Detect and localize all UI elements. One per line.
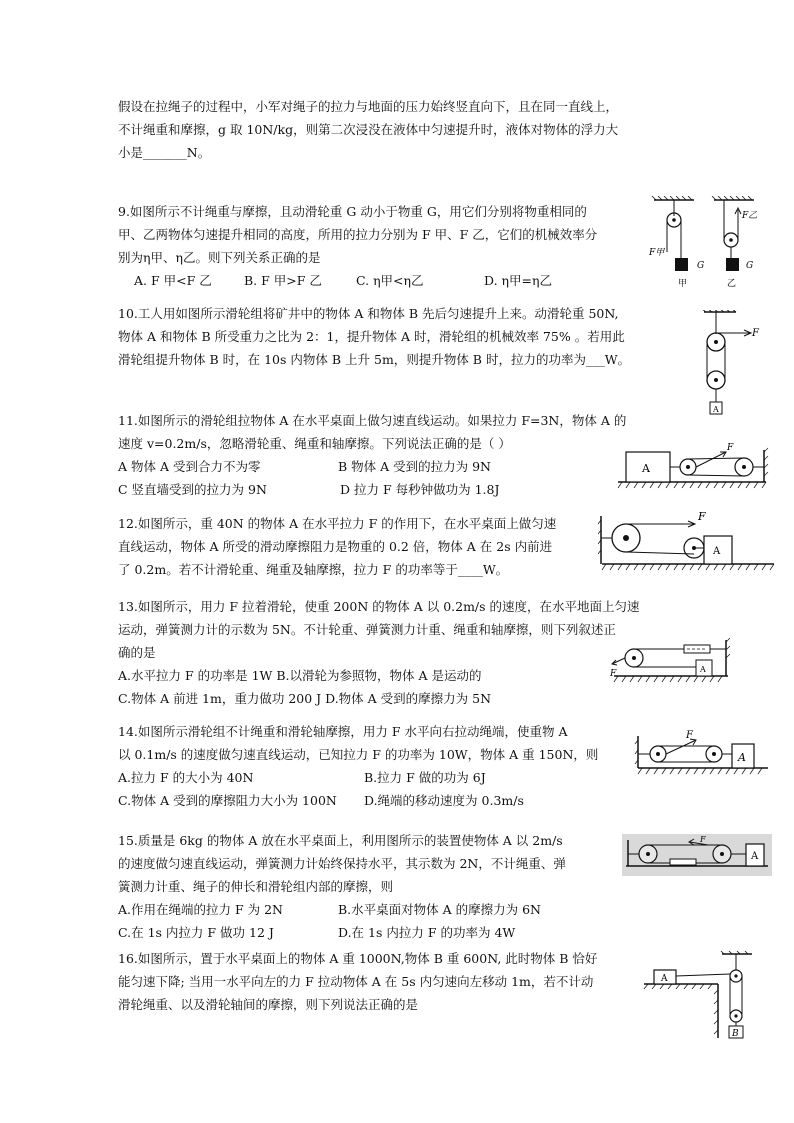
- question-line: 10.工人用如图所示滑轮组将矿井中的物体 A 和物体 B 先后匀速提升上来。动滑轮重 50N,: [118, 306, 619, 321]
- question-line: 的速度做匀速直线运动，弹簧测力计始终保持水平，其示数为 2N，不计绳重、弹: [118, 856, 566, 871]
- question-line: 12.如图所示，重 40N 的物体 A 在水平拉力 F 的作用下，在水平桌面上做匀速: [118, 516, 557, 531]
- option-b: B.水平桌面对物体 A 的摩擦力为 6N: [338, 902, 541, 917]
- option-a: A. F 甲<F 乙: [134, 273, 212, 288]
- text-line: 小是_______N。: [118, 145, 211, 160]
- option-c: C 竖直墙受到的拉力为 9N: [118, 482, 267, 497]
- figure-q13-spring-scale-pulley: [610, 634, 734, 686]
- options-row: [118, 766, 598, 789]
- text-line: 不计绳重和摩擦，g 取 10N/kg，则第二次浸没在液体中匀速提升时，液体对物体的浮力大: [118, 122, 619, 137]
- label-a: A: [713, 405, 719, 414]
- question-line: 甲、乙两物体匀速提升相同的高度，所用的拉力分别为 F 甲、F 乙，它们的机械效率分: [118, 227, 598, 242]
- figure-q10-pulley-system: [690, 310, 770, 420]
- question-line: 物体 A 和物体 B 所受重力之比为 2：1，提升物体 A 时，滑轮组的机械效率 75% 。若用此: [118, 329, 625, 344]
- label-f: F: [752, 328, 759, 339]
- question-line: 速度 v=0.2m/s，忽略滑轮重、绳重和轴摩擦。下列说法正确的是（ ）: [118, 436, 511, 451]
- question-line: 能匀速下降; 当用一水平向左的力 F 拉动物体 A 在 5s 内匀速向左移动 1m，若不计动: [118, 974, 594, 989]
- option-b: B 物体 A 受到的拉力为 9N: [338, 459, 491, 474]
- label-a: A: [661, 974, 668, 984]
- question-15: [118, 829, 566, 944]
- question-line: 滑轮组提升物体 B 时，在 10s 内物体 B 上升 5m，则提升物体 B 时，拉力的功率为___W。: [118, 352, 631, 367]
- question-line: 15.质量是 6kg 的物体 A 放在水平桌面上，利用图所示的装置使物体 A 以 2m/s: [118, 833, 563, 848]
- label-f: F: [686, 730, 693, 741]
- question-line: 13.如图所示，用力 F 拉着滑轮，使重 200N 的物体 A 以 0.2m/s 的速度，在水平地面上匀速: [118, 599, 640, 614]
- caption-jia: 甲: [678, 279, 688, 289]
- label-f: F: [610, 669, 617, 679]
- options-row: [118, 789, 598, 812]
- text-line: 假设在拉绳子的过程中，小军对绳子的拉力与地面的压力始终竖直向下，且在同一直线上，: [118, 99, 619, 114]
- option-a: A 物体 A 受到合力不为零: [118, 459, 261, 474]
- options-row: [118, 269, 597, 292]
- question-line: 14.如图所示滑轮组不计绳重和滑轮轴摩擦，用力 F 水平向右拉动绳端，使重物 A: [118, 724, 568, 739]
- figure-q15-spring-scale-system: [622, 834, 772, 876]
- label-b: B: [732, 1029, 739, 1039]
- question-16: [118, 947, 597, 1016]
- question-line: 以 0.1m/s 的速度做匀速直线运动，已知拉力 F 的功率为 10W，物体 A 重 150N，则: [118, 747, 599, 762]
- question-9: [118, 200, 597, 292]
- label-a: A: [751, 851, 759, 862]
- label-f-jia: F甲: [649, 248, 665, 258]
- option-d: D.在 1s 内拉力 F 的功率为 4W: [338, 925, 516, 940]
- question-line: C.物体 A 前进 1m，重力做功 200 J D.物体 A 受到的摩擦力为 5N: [118, 691, 492, 706]
- question-line: 确的是: [118, 645, 156, 660]
- label-f: F: [700, 835, 706, 844]
- figure-q9-pulleys: [642, 196, 772, 292]
- question-line: 滑轮绳重、以及滑轮轴间的摩擦，则下列说法正确的是: [118, 997, 419, 1012]
- option-d: D.绳端的移动速度为 0.3m/s: [364, 793, 524, 808]
- question-line: 16.如图所示，置于水平桌面上的物体 A 重 1000N,物体 B 重 600N, 此时物体 B 恰好: [118, 951, 598, 966]
- question-line: 直线运动，物体 A 所受的滑动摩擦阻力是物重的 0.2 倍，物体 A 在 2s 内前进: [118, 539, 553, 554]
- question-line: 簧测力计重、绳子的伸长和滑轮组内部的摩擦，则: [118, 879, 394, 894]
- options-row: [118, 898, 566, 921]
- options-row: [118, 478, 626, 501]
- question-14: [118, 720, 598, 812]
- caption-yi: 乙: [727, 279, 737, 289]
- option-c: C.在 1s 内拉力 F 做功 12 J: [118, 925, 274, 940]
- label-a: A: [713, 546, 721, 557]
- question-line: 别为η甲、η乙。则下列关系正确的是: [118, 250, 321, 265]
- option-c: C.物体 A 受到的摩擦阻力大小为 100N: [118, 793, 337, 808]
- figure-q14-pulley-group: [634, 730, 772, 778]
- option-a: A.拉力 F 的大小为 40N: [118, 770, 254, 785]
- label-f-yi: F乙: [742, 211, 758, 221]
- intro-paragraph: [118, 95, 618, 164]
- question-line: 9.如图所示不计绳重与摩擦，且动滑轮重 G 动小于物重 G，用它们分别将物重相同的: [118, 204, 587, 219]
- label-g-2: G: [746, 261, 754, 271]
- question-line: 运动，弹簧测力计的示数为 5N。不计轮重、弹簧测力计重、绳重和轴摩擦，则下列叙述正: [118, 622, 616, 637]
- figure-q16-table-pulley: [640, 950, 760, 1040]
- label-f: F: [698, 510, 706, 523]
- question-line: A.水平拉力 F 的功率是 1W B.以滑轮为参照物，物体 A 是运动的: [118, 668, 482, 683]
- figure-q12-pulley: [598, 510, 778, 576]
- option-d: D. η甲=η乙: [484, 273, 552, 288]
- option-b: B.拉力 F 做的功为 6J: [364, 770, 486, 785]
- options-row: [118, 921, 566, 944]
- option-b: B. F 甲>F 乙: [244, 273, 322, 288]
- question-11: [118, 409, 626, 501]
- option-d: D 拉力 F 每秒钟做功为 1.8J: [340, 482, 500, 497]
- label-g-1: G: [697, 261, 705, 271]
- label-a: A: [738, 751, 746, 764]
- label-a: A: [700, 665, 706, 674]
- option-c: C. η甲<η乙: [356, 273, 424, 288]
- label-f: F: [727, 443, 734, 453]
- options-row: [118, 455, 626, 478]
- question-12: [118, 512, 556, 581]
- question-line: 了 0.2m。若不计滑轮重、绳重及轴摩擦，拉力 F 的功率等于____W。: [118, 562, 509, 577]
- question-13: [118, 595, 640, 710]
- figure-q11-horizontal-pulley: [614, 440, 774, 492]
- option-a: A.作用在绳端的拉力 F 为 2N: [118, 902, 283, 917]
- label-a: A: [642, 462, 650, 475]
- question-10: [118, 302, 630, 371]
- question-line: 11.如图所示的滑轮组拉物体 A 在水平桌面上做匀速直线运动。如果拉力 F=3N，物体 A 的: [118, 413, 627, 428]
